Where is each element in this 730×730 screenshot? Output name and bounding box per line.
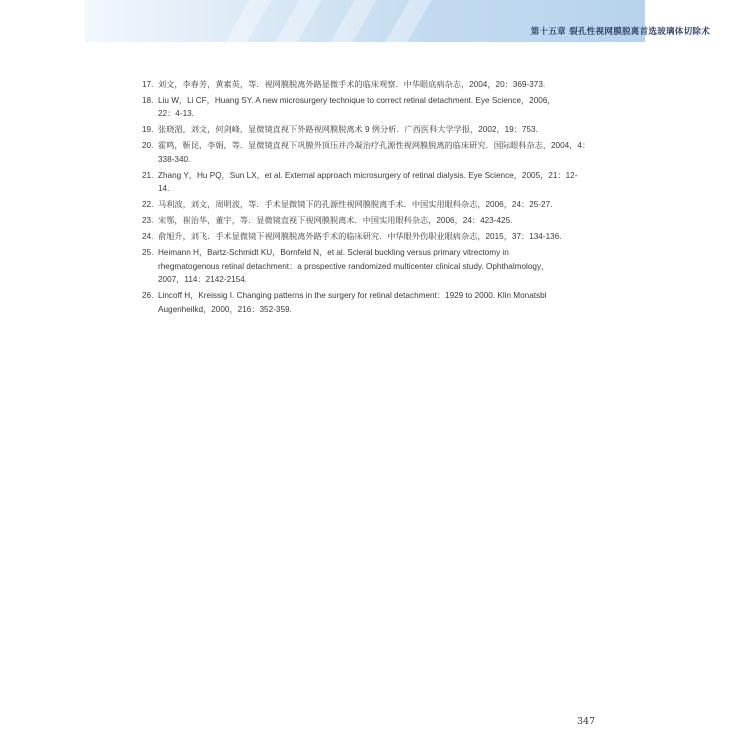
reference-number: 23. xyxy=(142,216,154,226)
reference-number: 21. xyxy=(142,170,154,180)
reference-text: Liu W，Li CF，Huang SY. A new microsurgery technique to correct retinal detachment. Eye Science，2006， xyxy=(158,95,556,105)
reference-text: 宋鄂，崔治华，董宇，等．显微镜直视下视网膜脱离术．中国实用眼科杂志，2006，24：423-425. xyxy=(158,216,513,226)
reference-number: 20. xyxy=(142,141,154,151)
chapter-title: 第十五章 裂孔性视网膜脱离首选玻璃体切除术 xyxy=(530,27,710,37)
reference-item xyxy=(142,139,597,166)
reference-text: 338-340. xyxy=(158,154,191,164)
reference-text: Lincoff H，Kreissig I. Changing patterns in the surgery for retinal detachment：1929 to 2000. Klin Monatsbl xyxy=(158,290,547,300)
reference-item xyxy=(142,230,597,244)
header-decoration xyxy=(265,0,327,42)
reference-item xyxy=(142,123,597,137)
reference-item xyxy=(142,94,597,121)
reference-text: 22：4-13. xyxy=(158,109,194,119)
reference-number: 22. xyxy=(142,200,154,210)
reference-text: Zhang Y，Hu PQ，Sun LX，et al. External approach microsurgery of retinal dialysis. Eye Science，2005，21：12- xyxy=(158,170,578,180)
reference-text: 霍鸣，靳昆，李娟，等．显微镜直视下巩膜外顶压并冷凝治疗孔源性视网膜脱离的临床研究．国际眼科杂志，2004，4： xyxy=(158,141,591,151)
reference-item xyxy=(142,246,597,287)
reference-text: Heimann H，Bartz-Schmidt KU，Bornfeld N，et al. Scleral buckling versus primary vitrectomy in xyxy=(158,247,509,257)
reference-number: 26. xyxy=(142,290,154,300)
reference-number: 25. xyxy=(142,247,154,257)
header-decoration xyxy=(215,0,277,42)
reference-text: 14. xyxy=(158,184,170,194)
header-decoration xyxy=(375,0,437,42)
header-decoration xyxy=(320,0,382,42)
reference-text: 马利波，刘文，周明波，等．手术显微镜下的孔源性视网膜脱离手术．中国实用眼科杂志，2006，24：25-27. xyxy=(158,200,553,210)
reference-number: 17. xyxy=(142,80,154,89)
reference-list xyxy=(142,78,597,318)
reference-number: 24. xyxy=(142,232,154,242)
reference-text: Augenheilkd，2000，216：352-359. xyxy=(158,304,292,314)
reference-text: 刘文，李春芳，黄素英，等．视网膜脱离外路显微手术的临床观察．中华眼底病杂志，2004，20：369-373. xyxy=(158,80,546,89)
reference-item xyxy=(142,169,597,196)
reference-item xyxy=(142,214,597,228)
page-number: 347 xyxy=(577,716,596,727)
reference-text: 张晓湄，刘文，何剑峰，显微镜直视下外路视网膜脱离术 9 例分析．广西医科大学学报，2002，19：753. xyxy=(158,125,538,135)
reference-number: 19. xyxy=(142,125,154,135)
reference-item xyxy=(142,198,597,212)
reference-text: rhegmatogenous retinal detachment：a prospective randomized multicenter clinical study. Ophthalmology， xyxy=(158,261,550,271)
reference-text: 俞旭升，刘飞．手术显微镜下视网膜脱离外路手术的临床研究．中华眼外伤职业眼病杂志，2015，37：134-136. xyxy=(158,232,562,242)
reference-number: 18. xyxy=(142,95,154,105)
reference-item xyxy=(142,289,597,316)
reference-text: 2007，114：2142-2154. xyxy=(158,275,248,285)
reference-item xyxy=(142,78,597,92)
